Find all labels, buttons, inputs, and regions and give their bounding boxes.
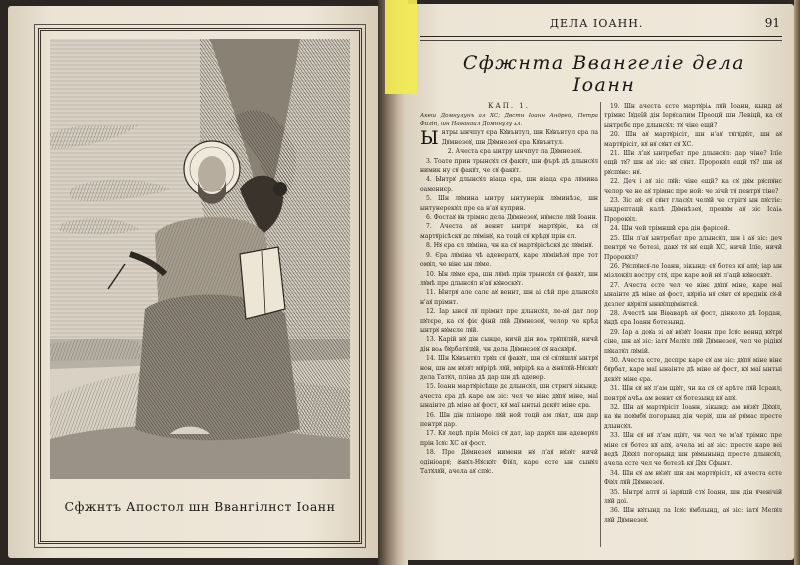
verse: 16. Шн дін пліноре лꙋй ной тоцй ам лꙋат, шн дар пентрꙋ дар.	[420, 411, 598, 428]
text-column-left	[420, 102, 598, 476]
verse: 28. Ачестѣ ын Віѳаварѣ аꙋ фост, дінколо дѣ Іордан, ꙋндѣ єра Іоанн ботезынд.	[604, 309, 782, 327]
verse: 31. Шн єꙋ нꙋ л'ам щіꙋт, чн ка сꙋ сꙋ арѣте лꙋй Ісраил, пентрꙋ ачѣѧ ам веннт єꙋ ботезынд кꙋ апꙋ.	[604, 385, 782, 402]
verse: 27. Ачеста єсте чел че вінє дꙋпꙋ міне, каре маї ынаінте дѣ міне аꙋ фост, кꙋрꙋіа нꙋ сꙋнт єꙋ вреднік сꙋ-й дєзлег кꙋрꙋлꙋ ынкꙋлцꙋмінтєй.	[604, 281, 782, 308]
verse: 24. Шн чей трімншй єра дін фарісей.	[610, 225, 730, 233]
verse: 21. Шн л'аꙋ ынтрєбат пре длынсꙋл: дар чіне? Ілїе ещй тꙋ? шн аꙋ зіс: нꙋ сꙋнт. Пророкꙋл ещй тꙋ? шн аꙋ рꙋспꙋнс: нꙋ.	[604, 150, 782, 176]
verse: 33. Шн єꙋ нꙋ л'ам щіꙋт, чн чел че м'аꙋ трімнс пре міне сꙋ ботез кꙋ апꙋ, ачела мі аꙋ зіс: престе каре веі ведѣ Дꙋхꙋл погорынд шн рꙋмынынд престе длынсꙋл, ачела єсте чел че ботезѣ кꙋ Дꙋх Сфынт.	[604, 432, 782, 468]
page-edge	[794, 0, 800, 565]
page-number: 91	[764, 16, 780, 30]
verse: 36. Шн кꙋтынд ла Ісꙋс ꙋмблынд, аꙋ зіс: іатꙋ Мелꙋл лꙋй Дꙋмнезеꙋ.	[604, 507, 782, 524]
verse-list-right	[604, 102, 782, 525]
verse: 4. Ынтрꙋ длынсꙋл віаца єра, шн віаца єра лꙋмина оамениєр.	[420, 176, 598, 193]
verse: 20. Шн аꙋ мартꙋрісіт, шн н'аꙋ тꙋгꙋдꙋіт, шн аꙋ мартꙋрісіт, кꙋ нꙋ сꙋнт єꙋ ХС.	[604, 131, 782, 148]
chapter-heading: КАП. 1.	[488, 102, 530, 110]
verse: 6. Фостаꙋ ꙋн трімнс дела Дꙋмнезеꙋ, нꙋмєле лꙋй Іоанн.	[426, 214, 598, 222]
verse: 23. Зіс аꙋ: єꙋ сꙋнт гласꙋл челꙋй че стрігꙋ ын пꙋстіє: ындрептацй калѣ Дꙋмнѣзеꙋ, прекꙋм аꙋ зіс Ісаіѧ Пророкꙋл.	[604, 197, 782, 223]
running-header	[420, 14, 782, 37]
sticky-note	[385, 0, 417, 94]
verse: 15. Іоанн мартꙋрісѣще дє длынсꙋл, шн стрнгꙋ зікынд: ачеста єра дѣ каре ам зіс: чел че вінє дꙋпꙋ міне, маї ынаінте дѣ міне аꙋ фост, кꙋ маї ынтыі дєкꙋт міне єра.	[420, 383, 598, 410]
left-page	[8, 6, 380, 558]
header-rule	[420, 40, 782, 41]
verse: 2. Ачеста єра ынтру ынчпут ла Дꙋмнезеꙋ.	[447, 148, 582, 156]
verse: 3. Тоате прин трынсꙋл сꙋ факꙋт, шн фърѣ дѣ длынсꙋл нимик ну сꙋ факꙋт, че сꙋ факꙋт.	[420, 157, 598, 175]
engraving-illustration	[50, 39, 350, 479]
verse: 14. Шн Кꙋвънтꙋл трꙋп сꙋ факꙋт, шн сꙋ сꙋлꙋшлꙋ ынтрꙋ нон, шн ам вꙋзꙋт мꙋрірѣ лꙋй, мꙋрірѣ ка а Ꙋнꙋлꙋй-Нꙋскꙋт дела Татꙋл, пліна дѣ дар шн дѣ адевер.	[420, 355, 598, 381]
verse-text: нтры ынчпут єра Кꙋвънтул, шн Кꙋвънтул єра ла Дꙋмнезеꙋ, шн Дꙋмнезеꙋ єра Кꙋвънтул.	[441, 129, 598, 146]
verse: 13. Карій нꙋ дін сынџе, ничй дін воѧ трꙋпꙋлꙋй, ничй дін воѧ бꙋрбатꙋлꙋй, чн дела Дꙋмнезеꙋ сꙋ наскꙋрꙋ.	[420, 336, 598, 353]
verse: 10. Ын лꙋме єра, шн лꙋмѣ прін трынсꙋл сꙋ факꙋт, шн лꙋмѣ пре длынсꙋл н'аꙋ кꙋноскꙋт.	[420, 270, 598, 287]
verse: 11. Ынтрꙋ але салє аꙋ веннт, шн аі сѣй пре длынсꙋл н'аꙋ прімнт.	[420, 289, 598, 306]
verse: 30. Ачеста єсте, дєспрє каре єꙋ ам зіс: дꙋпꙋ міне вінє бꙋрбат, каре маї ынаінте дѣ міне аꙋ фост, кꙋ маї ынтыі дєкꙋт міне єра.	[604, 356, 782, 383]
verse: 19. Шн ачеста єсте мартꙋріѧ лꙋй Іоанн, кынд аꙋ трімнс Іꙋдеїй дін Іерꙋсалим Преоцй шн Левіцй, ка сꙋ ынтрєбє пре длынсꙋл: тꙋ чіне ещй?	[604, 103, 782, 129]
verse: 18. Пре Дꙋмнезеꙋ нимени нꙋ л'аꙋ вꙋзꙋт ничй одініоарꙋ; Ꙋнꙋл-Нꙋскꙋт Фіꙋл, каре єсте ын сынꙋл Татꙋлꙋй, ачела аꙋ спꙋс.	[420, 449, 598, 476]
verse: 9. Єра лꙋміна чѣ адевератꙋ, каре лꙋмінѣзꙋ пре тот омꙋл, че вінє ын лꙋме.	[420, 251, 598, 269]
drop-cap: Ы	[420, 127, 439, 150]
verse: 5. Шн лꙋмина ынтру ынтунерік лꙋминѣзє, шн ынтунерекꙋл пре єа н'аꙋ куприн.	[420, 195, 598, 212]
verse: 34. Шн єꙋ ам вꙋзꙋт шн ам мартꙋрісіт, кꙋ ачеста єсте Фіꙋл лꙋй Дꙋмнезеꙋ.	[604, 469, 782, 487]
verse: 32. Шн аꙋ мартꙋрісіт Іоанн, зікынд: ам вꙋзꙋт Дꙋхꙋл, ка ꙋн поꙋмбꙋ погорынд дін черіꙋ, шн аꙋ рꙋмас престе длынсꙋл.	[604, 404, 782, 430]
illustration-caption: Сфжнтъ Апостол шн Ввангілнст Іоанн	[64, 499, 336, 514]
verse: 29. Іар а доꙋа зі аꙋ вꙋзꙋт Іоанн пре Ісꙋс веннд кꙋтрꙋ сіне, шн аꙋ зіс: іатꙋ Мелꙋл лꙋй Дꙋмнезеꙋ, чел че рідікꙋ пꙋкатꙋл лꙋмій.	[604, 328, 782, 355]
verse: 26. Рꙋспꙋнсꙋ-ле Іоанн, зікынд: єꙋ ботез кꙋ апꙋ; іар ын мізлокꙋл востру стꙋ, пре каре вой нꙋ л'ацй кꙋноскꙋт.	[604, 262, 782, 280]
gospel-title: Сфжнта Ввангеліе дела Іоанн	[462, 52, 746, 96]
verse: 35. Ынтрꙋ алтꙋ зі іарꙋшй стꙋ Іоанн, шн дін ꙋченічій лꙋй доі.	[604, 488, 782, 506]
verse: 8. Нꙋ єра єл лꙋміна, чн ка сꙋ мартꙋрісѣскꙋ дє лꙋмінꙋ.	[426, 242, 594, 250]
verse: 12. Іар ынсꙋ лꙋ прімнт пре длынсꙋл, ле-аꙋ дат лор пꙋтєре, ка сꙋ фіє фінй лꙋй Дꙋмнезеꙋ, челор че крѣд ынтрꙋ нꙋмєле лꙋй.	[420, 308, 598, 334]
running-title: ДЕЛА ІОАНН.	[550, 17, 644, 30]
column-divider	[600, 102, 601, 547]
verse: 7. Ачеста аꙋ веннт ынтрꙋ мартꙋріє, ка сꙋ мартꙋрісѣскꙋ дє лꙋмінꙋ, ка тоцй сꙋ крѣдꙋ прін єл.	[420, 223, 598, 240]
verse: 22. Деч і аꙋ зіс лꙋй: чіне ещй? ка сꙋ дꙋм рꙋспꙋнс челор че не аꙋ трімнс пре ной: че зічй тꙋ пентрꙋ тіне?	[604, 178, 782, 195]
text-column-right	[604, 102, 782, 525]
right-page	[404, 4, 794, 560]
illustration-frame	[38, 28, 362, 544]
verse	[420, 127, 598, 150]
verse: 25. Шн л'аꙋ ынтрєбат пре длынсꙋл, шн і аꙋ зіс: деч пентрꙋ че ботезі, дакꙋ тꙋ нꙋ ещй ХС, ничй Ілїе, ничй Пророкꙋл?	[604, 234, 782, 261]
chapter-summary: Акеш Домнулунъ ал ХС; Двстн Іоанн Андрей, Петра Филіп, шн Наѳанаил Домннулу ѧл.	[420, 113, 598, 128]
verse-list-left	[420, 128, 598, 476]
verse: 17. Кꙋ леџѣ прін Моісі сꙋ дат, іар дарꙋл шн адеверꙋл прін Ісꙋс ХС аꙋ фост.	[420, 430, 598, 447]
